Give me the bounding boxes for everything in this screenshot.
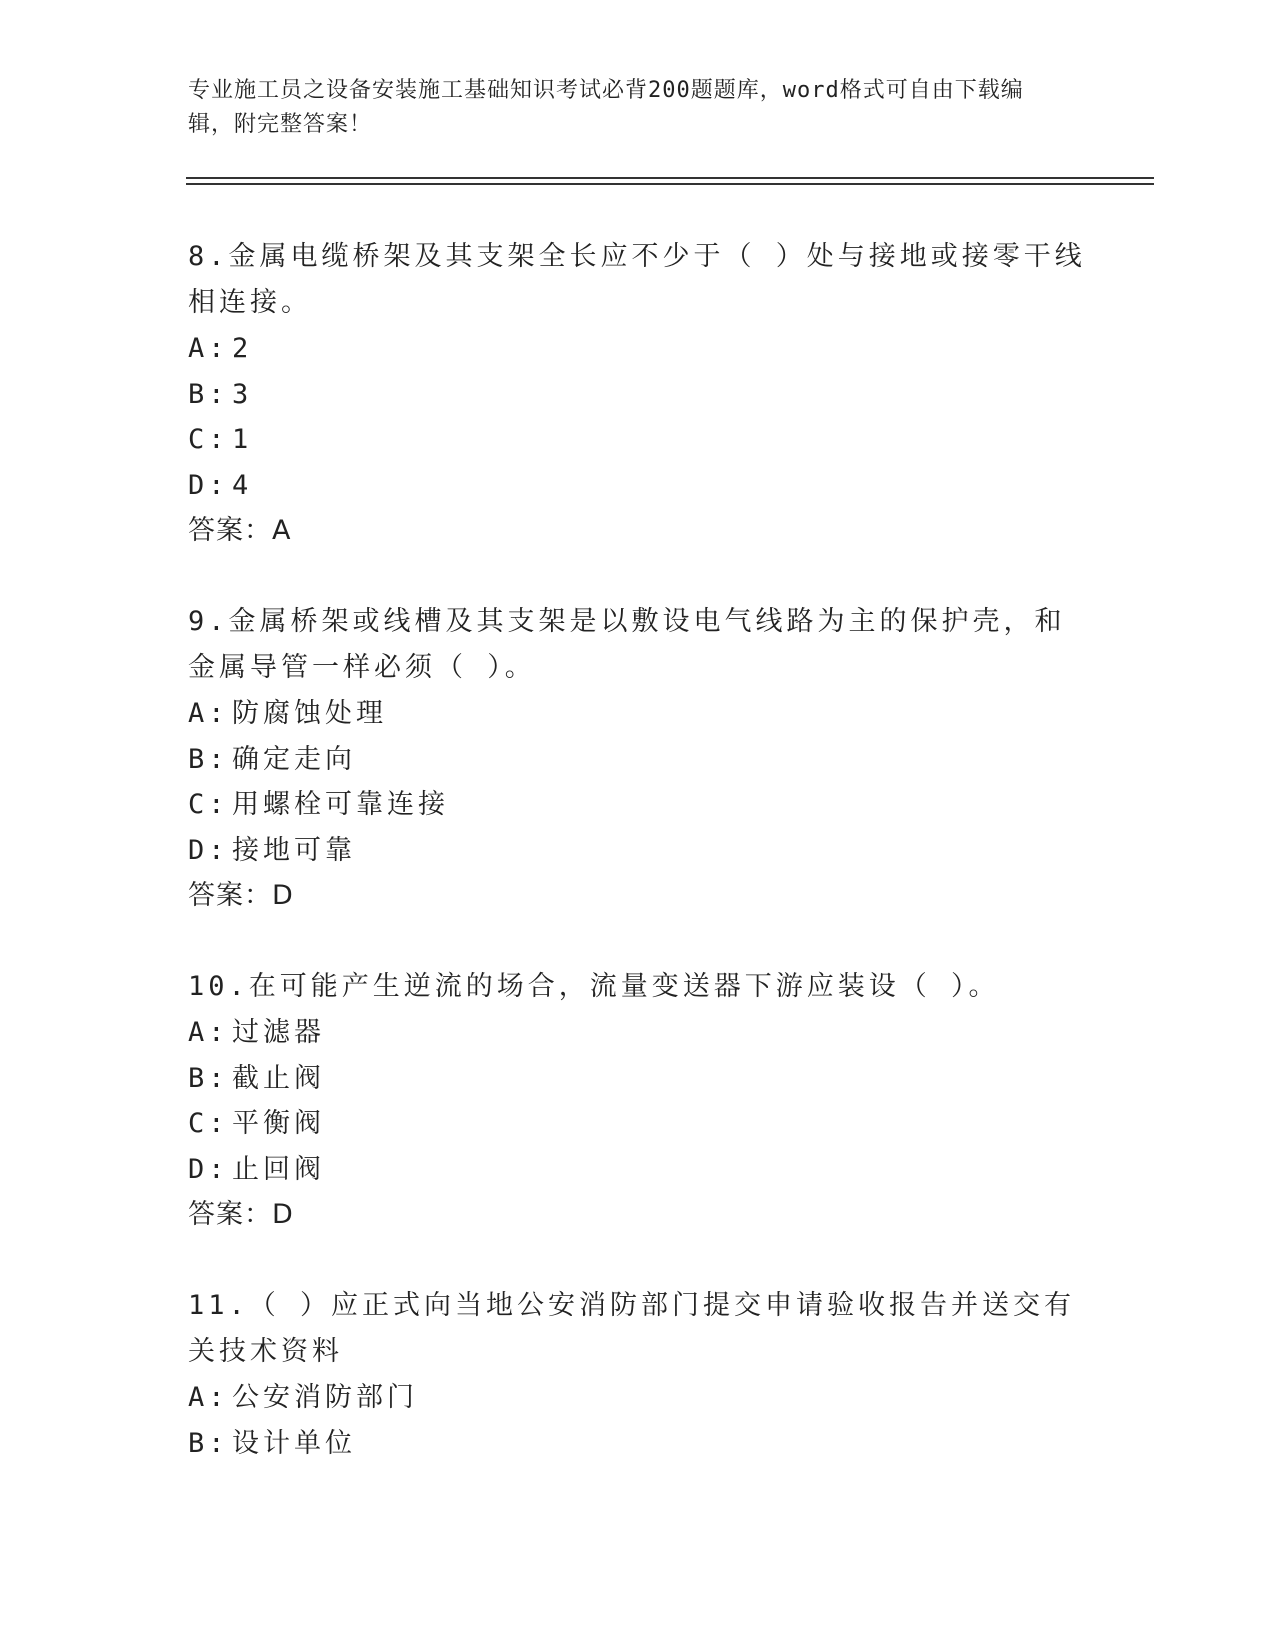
option-b (188, 372, 1088, 418)
option-c (188, 1101, 1088, 1147)
option-d (188, 463, 1088, 509)
option-text: 过滤器 (232, 1017, 325, 1048)
question-stem: 11.（ ）应正式向当地公安消防部门提交申请验收报告并送交有关技术资料 (188, 1290, 1076, 1367)
option-text: 4 (232, 469, 253, 501)
option-a (188, 1375, 1088, 1421)
option-text: 截止阀 (232, 1062, 325, 1094)
option-key: C: (188, 424, 229, 455)
option-key: C: (188, 1108, 229, 1139)
option-key: D: (188, 1153, 229, 1185)
document-header: 专业施工员之设备安装施工基础知识考试必背200题题库，word格式可自由下载编辑，附完整答案！ (188, 78, 1024, 137)
option-key: B: (188, 378, 229, 410)
option-text: 用螺栓可靠连接 (232, 789, 449, 820)
option-a (188, 326, 1088, 372)
question-9 (188, 599, 1088, 919)
option-c (188, 782, 1088, 828)
answer: 答案：D (188, 880, 294, 911)
option-c (188, 417, 1088, 463)
question-stem: 10.在可能产生逆流的场合，流量变送器下游应装设（ ）。 (188, 971, 1000, 1002)
option-key: C: (188, 789, 229, 820)
option-text: 2 (232, 333, 253, 364)
question-8 (188, 234, 1088, 554)
option-key: B: (188, 1427, 229, 1459)
option-text: 止回阀 (232, 1153, 325, 1185)
option-a (188, 691, 1088, 737)
option-text: 接地可靠 (232, 834, 356, 866)
option-text: 平衡阀 (232, 1108, 325, 1139)
question-10 (188, 964, 1088, 1238)
header-divider-bottom (186, 183, 1154, 185)
option-text: 公安消防部门 (232, 1382, 418, 1413)
option-text: 1 (232, 424, 253, 455)
answer: 答案：D (188, 1199, 294, 1230)
option-key: D: (188, 834, 229, 866)
option-text: 3 (232, 378, 253, 410)
option-key: D: (188, 469, 229, 501)
option-key: A: (188, 333, 229, 364)
question-stem: 9.金属桥架或线槽及其支架是以敷设电气线路为主的保护壳，和金属导管一样必须（ ）。 (188, 606, 1066, 683)
option-b (188, 1056, 1088, 1102)
option-text: 防腐蚀处理 (232, 698, 387, 729)
option-key: B: (188, 1062, 229, 1094)
option-d (188, 1147, 1088, 1193)
option-b (188, 737, 1088, 783)
question-11 (188, 1283, 1088, 1466)
option-text: 设计单位 (232, 1427, 356, 1459)
option-key: A: (188, 698, 229, 729)
answer: 答案：A (188, 515, 292, 546)
question-stem: 8.金属电缆桥架及其支架全长应不少于（ ）处与接地或接零干线相连接。 (188, 241, 1086, 318)
option-key: A: (188, 1382, 229, 1413)
option-d (188, 828, 1088, 874)
option-a (188, 1010, 1088, 1056)
option-key: A: (188, 1017, 229, 1048)
header-divider-top (186, 177, 1154, 179)
option-key: B: (188, 743, 229, 775)
option-text: 确定走向 (232, 743, 356, 775)
option-b (188, 1421, 1088, 1467)
